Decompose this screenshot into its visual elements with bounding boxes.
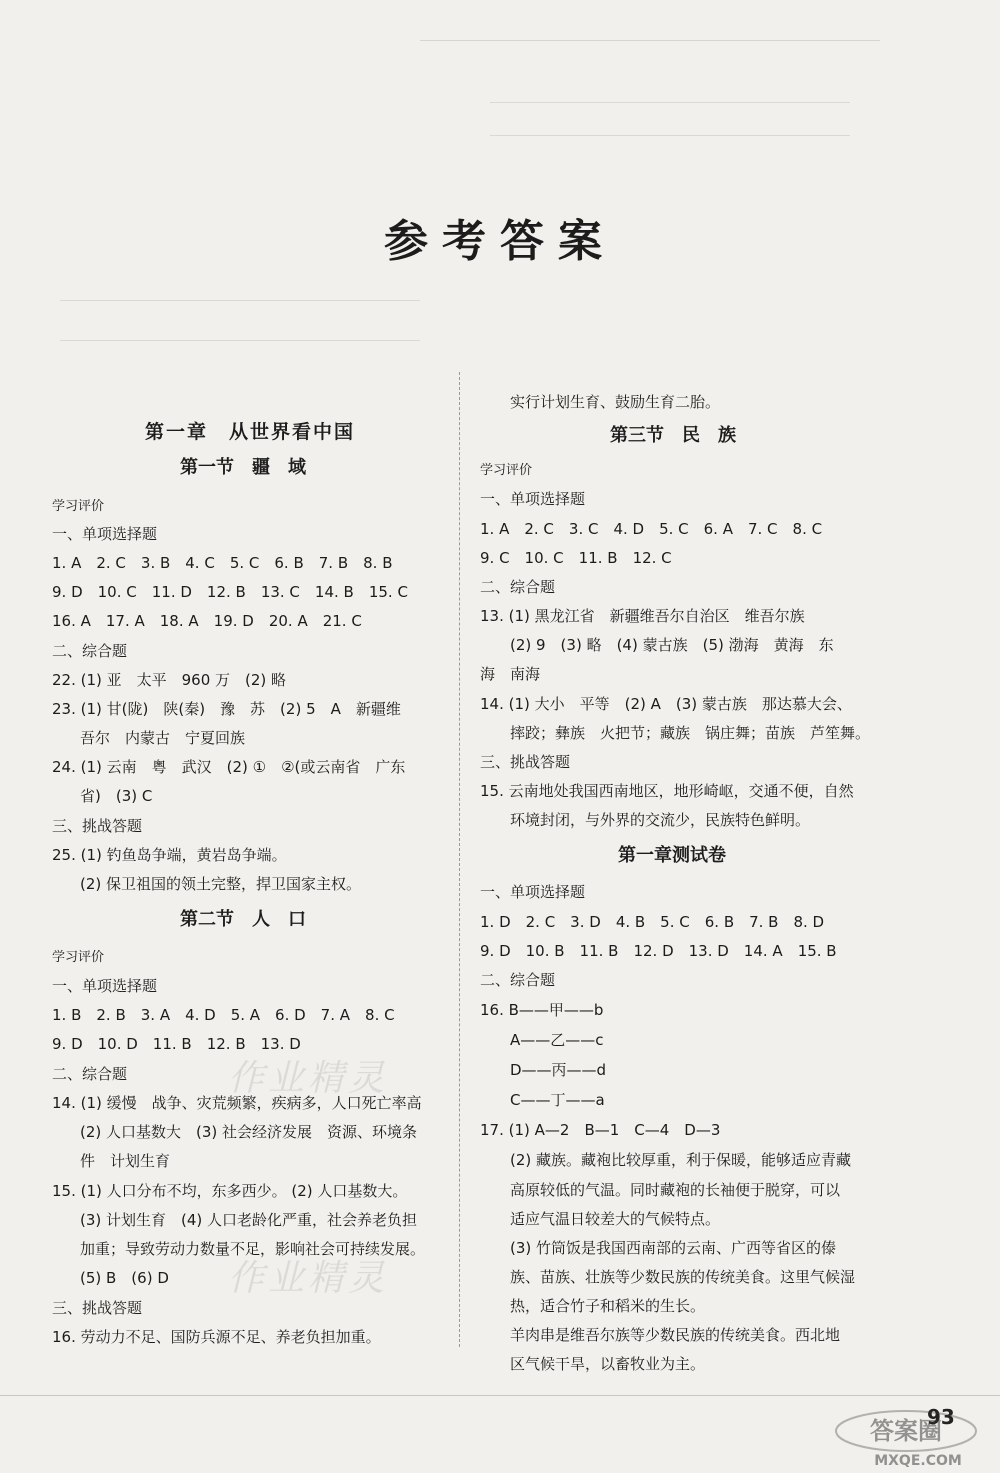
answer-line: 羊肉串是维吾尔族等少数民族的传统美食。西北地 xyxy=(510,1326,841,1344)
answer-line: (2) 藏族。藏袍比较厚重，利于保暖，能够适应青藏 xyxy=(510,1151,852,1169)
watermark: 作业精灵 xyxy=(228,1258,389,1299)
answer-line: 吾尔 内蒙古 宁夏回族 xyxy=(80,729,246,747)
site-logo xyxy=(822,1405,990,1469)
answer-line: 17. (1) A—2 B—1 C—4 D—3 xyxy=(480,1121,721,1139)
question-type-heading: 一、单项选择题 xyxy=(480,883,586,901)
answer-line: 1. D 2. C 3. D 4. B 5. C 6. B 7. B 8. D xyxy=(480,913,825,931)
section-heading: 第三节 民 族 xyxy=(610,425,736,446)
answer-line: 13. (1) 黑龙江省 新疆维吾尔自治区 维吾尔族 xyxy=(480,607,805,625)
answer-line: 1. A 2. C 3. B 4. C 5. C 6. B 7. B 8. B xyxy=(52,554,393,572)
answer-line: 1. A 2. C 3. C 4. D 5. C 6. A 7. C 8. C xyxy=(480,520,823,538)
answer-line: (2) 人口基数大 (3) 社会经济发展 资源、环境条 xyxy=(80,1123,418,1141)
answer-line: 15. 云南地处我国西南地区，地形崎岖，交通不便，自然 xyxy=(480,782,854,800)
matching-line: A——乙——c xyxy=(510,1031,604,1049)
answer-line: 区气候干旱，以畜牧业为主。 xyxy=(510,1355,706,1373)
ghost-line xyxy=(420,40,880,55)
answer-line: 14. (1) 缓慢 战争、灾荒频繁，疾病多，人口死亡率高 xyxy=(52,1094,422,1112)
answer-line: 14. (1) 大小 平等 (2) A (3) 蒙古族 那达慕大会、 xyxy=(480,695,852,713)
logo-url-text: MXQE.COM xyxy=(874,1453,962,1469)
matching-line: C——丁——a xyxy=(510,1091,605,1109)
logo-main-text: 答案圈 xyxy=(870,1417,942,1445)
eval-label: 学习评价 xyxy=(480,463,533,478)
section-heading: 第一节 疆 域 xyxy=(180,457,306,478)
answer-line: 适应气温日较差大的气候特点。 xyxy=(510,1210,721,1228)
answer-line: 16. 劳动力不足、国防兵源不足、养老负担加重。 xyxy=(52,1328,381,1346)
section-heading: 第一章测试卷 xyxy=(618,845,726,866)
question-type-heading: 二、综合题 xyxy=(52,1065,128,1083)
answer-line: 热，适合竹子和稻米的生长。 xyxy=(510,1297,706,1315)
answer-line: 15. (1) 人口分布不均，东多西少。 (2) 人口基数大。 xyxy=(52,1182,408,1200)
ghost-line xyxy=(490,135,850,148)
question-type-heading: 二、综合题 xyxy=(52,642,128,660)
page-number: 93 xyxy=(927,1405,955,1429)
answer-line: (5) B (6) D xyxy=(80,1269,169,1287)
answer-line: 省) (3) C xyxy=(80,787,153,805)
page-title: 参考答案 xyxy=(384,216,616,267)
eval-label: 学习评价 xyxy=(52,499,105,514)
matching-line: D——丙——d xyxy=(510,1061,607,1079)
answer-line: 9. D 10. B 11. B 12. D 13. D 14. A 15. B xyxy=(480,942,837,960)
answer-line: 1. B 2. B 3. A 4. D 5. A 6. D 7. A 8. C xyxy=(52,1006,395,1024)
answer-line: 9. D 10. D 11. B 12. B 13. D xyxy=(52,1035,301,1053)
answer-line: 16. A 17. A 18. A 19. D 20. A 21. C xyxy=(52,612,362,630)
question-type-heading: 三、挑战答题 xyxy=(52,1299,143,1317)
answer-line: 实行计划生育、鼓励生育二胎。 xyxy=(510,393,721,411)
answer-line: 25. (1) 钓鱼岛争端，黄岩岛争端。 xyxy=(52,846,287,864)
footer-rule xyxy=(0,1395,1000,1396)
answer-line: (3) 计划生育 (4) 人口老龄化严重，社会养老负担 xyxy=(80,1211,418,1229)
question-type-heading: 二、综合题 xyxy=(480,971,556,989)
answer-line: 23. (1) 甘(陇) 陕(秦) 豫 苏 (2) 5 A 新疆维 xyxy=(52,700,401,718)
answer-line: 环境封闭，与外界的交流少，民族特色鲜明。 xyxy=(510,811,811,829)
question-type-heading: 一、单项选择题 xyxy=(52,525,158,543)
eval-label: 学习评价 xyxy=(52,950,105,965)
ghost-line xyxy=(60,340,420,353)
question-type-heading: 二、综合题 xyxy=(480,578,556,596)
ghost-line xyxy=(60,300,420,313)
matching-line: 16. B——甲——b xyxy=(480,1001,604,1019)
answer-line: (2) 9 (3) 略 (4) 蒙古族 (5) 渤海 黄海 东 xyxy=(510,636,834,654)
answer-line: (3) 竹筒饭是我国西南部的云南、广西等省区的傣 xyxy=(510,1239,837,1257)
column-divider xyxy=(459,372,460,1347)
answer-line: 22. (1) 亚 太平 960 万 (2) 略 xyxy=(52,671,287,689)
question-type-heading: 三、挑战答题 xyxy=(480,753,571,771)
answer-line: 海 南海 xyxy=(480,665,541,683)
watermark: 作业精灵 xyxy=(228,1058,389,1099)
answer-line: 摔跤；彝族 火把节；藏族 锅庄舞；苗族 芦笙舞。 xyxy=(510,724,871,742)
question-type-heading: 三、挑战答题 xyxy=(52,817,143,835)
answer-line: 加重；导致劳动力数量不足，影响社会可持续发展。 xyxy=(80,1240,426,1258)
answer-line: 件 计划生育 xyxy=(80,1152,171,1170)
answer-line: 9. D 10. C 11. D 12. B 13. C 14. B 15. C xyxy=(52,583,408,601)
chapter-heading: 第一章 从世界看中国 xyxy=(145,421,356,443)
ghost-line xyxy=(490,102,850,115)
answer-line: 族、苗族、壮族等少数民族的传统美食。这里气候湿 xyxy=(510,1268,856,1286)
answer-line: 9. C 10. C 11. B 12. C xyxy=(480,549,672,567)
answer-line: 24. (1) 云南 粤 武汉 (2) ① ②(或云南省 广东 xyxy=(52,758,406,776)
answer-line: 高原较低的气温。同时藏袍的长袖便于脱穿，可以 xyxy=(510,1181,841,1199)
question-type-heading: 一、单项选择题 xyxy=(480,490,586,508)
answer-line: (2) 保卫祖国的领土完整，捍卫国家主权。 xyxy=(80,875,362,893)
section-heading: 第二节 人 口 xyxy=(180,909,306,930)
logo-graphic xyxy=(822,1405,990,1469)
question-type-heading: 一、单项选择题 xyxy=(52,977,158,995)
